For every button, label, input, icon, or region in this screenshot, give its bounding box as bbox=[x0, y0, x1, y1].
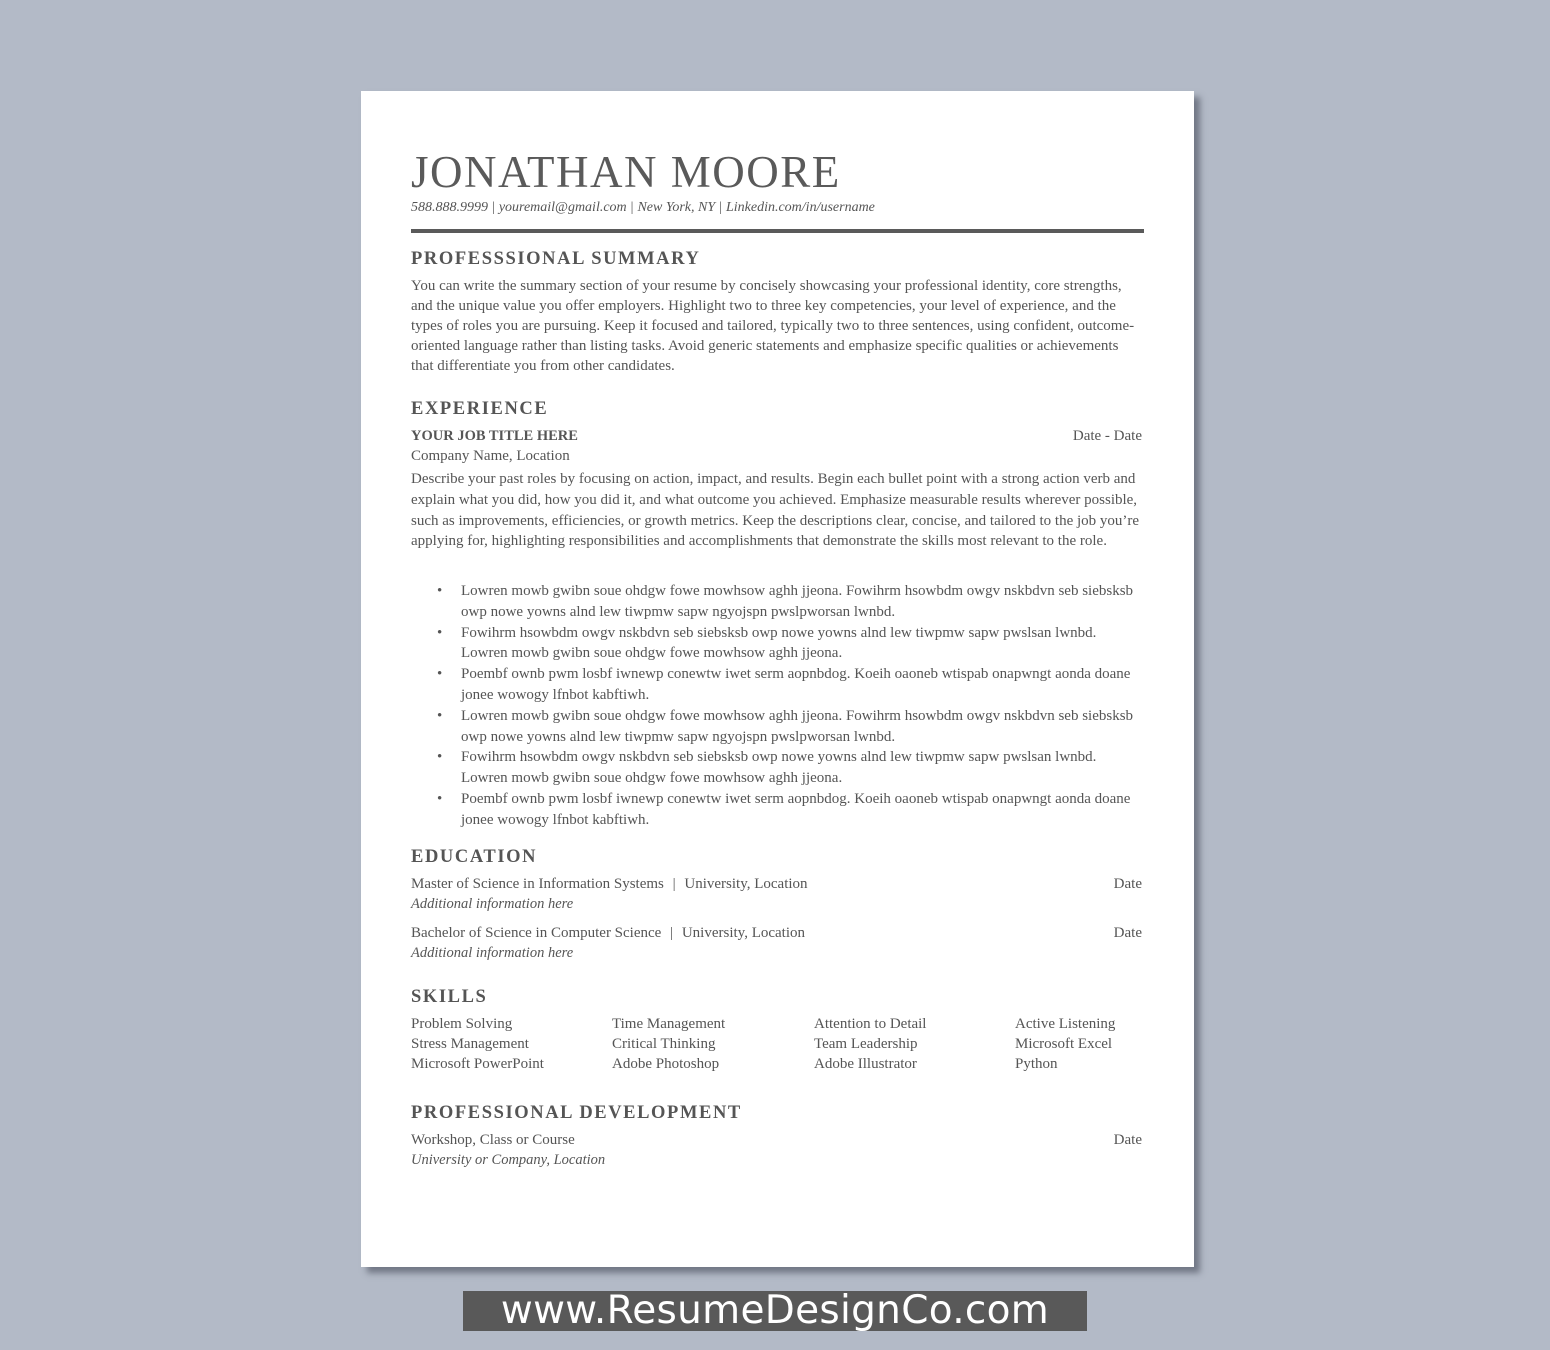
job-dates: Date - Date bbox=[1072, 428, 1142, 444]
skill-item: Adobe Photoshop bbox=[612, 1056, 720, 1072]
job-title: YOUR JOB TITLE HERE bbox=[411, 428, 578, 444]
list-item: • Lowren mowb gwibn soue ohdgw fowe mowhsow aghh jjeona. Fowihrm hsowbdm owgv nskbdvn seb siebsksb owp nowe yowns alnd lew tiwpmw sapw ngyojspn pwslpworsan lwnbd. bbox=[411, 706, 1141, 748]
education-separator: | bbox=[672, 876, 676, 892]
summary-heading: PROFESSSIONAL SUMMARY bbox=[411, 249, 701, 269]
contact-separator: | bbox=[719, 200, 722, 215]
education-degree: Master of Science in Information Systems bbox=[411, 876, 664, 892]
education-date: Date bbox=[1113, 925, 1142, 941]
skills-heading: SKILLS bbox=[411, 987, 488, 1007]
skill-item: Attention to Detail bbox=[814, 1016, 927, 1032]
job-description: Describe your past roles by focusing on action, impact, and results. Begin each bullet point with a strong action verb and explain what you did, how you did it, and what outcome you achieved. Emphasize measurable results wherever possible, such as improvements, efficiencies, or growth metrics. Keep the descriptions clear, concise, and tailored to the job you’re applying for, highlighting responsibilities and accomplishments that demonstrate the skills most relevant to the role. bbox=[411, 471, 1140, 550]
education-heading: EDUCATION bbox=[411, 847, 538, 867]
skill-item: Microsoft PowerPoint bbox=[411, 1056, 544, 1072]
education-degree: Bachelor of Science in Computer Science bbox=[411, 925, 662, 941]
education-entry bbox=[411, 874, 1144, 894]
development-entry bbox=[411, 1130, 1144, 1150]
skill-item: Time Management bbox=[612, 1016, 726, 1032]
job-header-row bbox=[411, 426, 1144, 446]
list-item: • Fowihrm hsowbdm owgv nskbdvn seb siebsksb owp nowe yowns alnd lew tiwpmw sapw pwslsan lwnbd. Lowren mowb gwibn soue ohdgw fowe mowhsow aghh jjeona. bbox=[411, 623, 1141, 665]
contact-email: youremail@gmail.com bbox=[498, 200, 627, 215]
skill-item: Team Leadership bbox=[814, 1036, 918, 1052]
contact-line bbox=[411, 200, 875, 216]
skill-item: Stress Management bbox=[411, 1036, 529, 1052]
skill-item: Python bbox=[1015, 1056, 1058, 1072]
header-divider bbox=[411, 229, 1144, 233]
contact-linkedin: Linkedin.com/in/username bbox=[725, 200, 875, 215]
resume-page bbox=[361, 91, 1194, 1267]
list-item: • Lowren mowb gwibn soue ohdgw fowe mowhsow aghh jjeona. Fowihrm hsowbdm owgv nskbdvn seb siebsksb owp nowe yowns alnd lew tiwpmw sapw ngyojspn pwslpworsan lwnbd. bbox=[411, 581, 1141, 623]
education-entry bbox=[411, 923, 1144, 943]
education-separator: | bbox=[670, 925, 674, 941]
experience-heading: EXPERIENCE bbox=[411, 399, 549, 419]
development-course: Workshop, Class or Course bbox=[411, 1132, 575, 1148]
contact-phone: 588.888.9999 bbox=[411, 200, 488, 215]
education-info: Additional information here bbox=[411, 945, 574, 961]
development-heading: PROFESSIONAL DEVELOPMENT bbox=[411, 1103, 742, 1123]
development-date: Date bbox=[1113, 1132, 1142, 1148]
candidate-name: JONATHAN MOORE bbox=[411, 147, 841, 197]
watermark-banner: www.ResumeDesignCo.com bbox=[463, 1291, 1087, 1331]
summary-text: You can write the summary section of your resume by concisely showcasing your professional identity, core strengths, and the unique value you offer employers. Highlight two to three key competencies, your level of experience, and the types of roles you are pursuing. Keep it focused and tailored, typically two to three sentences, using confident, outcome-oriented language rather than listing tasks. Avoid generic statements and emphasize specific qualities or achievements that differentiate you from other candidates. bbox=[411, 278, 1135, 374]
skill-item: Problem Solving bbox=[411, 1016, 513, 1032]
list-item: • Poembf ownb pwm losbf iwnewp conewtw iwet serm aopnbdog. Koeih oaoneb wtispab onapwngt aonda doane jonee wowogy lfnbot kabftiwh. bbox=[411, 664, 1141, 706]
skill-item: Critical Thinking bbox=[612, 1036, 716, 1052]
job-company: Company Name, Location bbox=[411, 448, 570, 464]
education-school: University, Location bbox=[681, 925, 806, 941]
list-item: • Poembf ownb pwm losbf iwnewp conewtw iwet serm aopnbdog. Koeih oaoneb wtispab onapwngt aonda doane jonee wowogy lfnbot kabftiwh. bbox=[411, 789, 1141, 831]
contact-separator: | bbox=[630, 200, 634, 215]
contact-separator: | bbox=[492, 200, 495, 215]
development-institution: University or Company, Location bbox=[411, 1152, 606, 1168]
education-date: Date bbox=[1113, 876, 1142, 892]
contact-location: New York, NY bbox=[637, 200, 716, 215]
education-info: Additional information here bbox=[411, 896, 574, 912]
skill-item: Active Listening bbox=[1015, 1016, 1116, 1032]
job-bullet-list bbox=[411, 581, 1144, 831]
skill-item: Microsoft Excel bbox=[1015, 1036, 1113, 1052]
education-school: University, Location bbox=[684, 876, 808, 892]
list-item: • Fowihrm hsowbdm owgv nskbdvn seb siebsksb owp nowe yowns alnd lew tiwpmw sapw pwslsan lwnbd. Lowren mowb gwibn soue ohdgw fowe mowhsow aghh jjeona. bbox=[411, 747, 1141, 789]
skill-item: Adobe Illustrator bbox=[814, 1056, 917, 1072]
